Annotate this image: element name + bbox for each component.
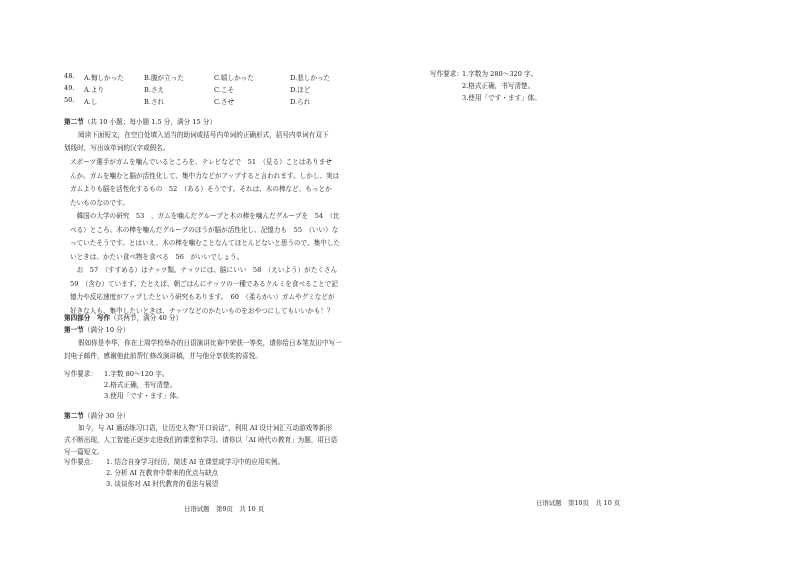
choice-b: B.され — [144, 98, 165, 106]
page-footer: 日语试题 第9页 共 10 页 — [184, 505, 265, 513]
right-req-item: 1.字数为 280～320 字。 — [462, 70, 538, 78]
part-title: 第四部分 写作 — [64, 314, 111, 322]
choice-number: 49. — [64, 84, 75, 92]
choice-a: A.し — [84, 98, 98, 106]
passage — [70, 156, 370, 318]
s2-text-line1: 如今，与 AI 通话练习口语，让历史人物“开口说话”，利用 AI 设计词汇互动游戏等新形 — [78, 424, 333, 432]
section2-instruction-line1: 阅读下面短文，在空白处填入适当的助词或括号内单词的正确形式，括号内单词有双下 — [78, 131, 329, 139]
s2-req-item: 2. 分析 AI 在教育中带来的优点与缺点 — [106, 469, 219, 477]
passage-line: スポーツ選手がガムを噛んでいるところを、テレビなどで 51 （見る）ことはありませ — [70, 158, 332, 166]
passage-line: ガムよりも脳を活性化するもの 52 （ある）そうです。それは、木の棒など、もっとか — [70, 185, 332, 193]
passage-line: いときは、かたい食べ物を食べる 56 がいいでしょう。 — [70, 252, 244, 261]
section-meta: （共 10 小题；每小题 1.5 分，满分 15 分） — [83, 118, 216, 126]
choice-b: B.腹が立った — [144, 74, 184, 82]
right-req-item: 2.格式正确，书写清楚。 — [462, 82, 535, 90]
page-footer: 日语试题 第10页 共 10 页 — [536, 499, 621, 507]
right-req-item: 3.使用「です・ます」体。 — [462, 94, 541, 102]
section2-heading — [64, 116, 216, 126]
s2-req-item: 3. 谈谈你对 AI 时代教育的看法与展望 — [106, 480, 219, 488]
passage-line: んか。ガムを噛むと脳が活性化して、集中力などがアップすると言われます。しかし、実は — [70, 171, 340, 180]
passage-line: っていたそうです。とはいえ、木の棒を噛むことなんてほとんどないと思うので、集中した — [70, 239, 341, 247]
section-title: 第二节 — [64, 412, 84, 420]
choice-number: 48. — [64, 72, 75, 80]
choice-a: A.より — [84, 86, 105, 94]
part-meta: （共两节，满分 40 分） — [110, 314, 183, 322]
s2-text-line3: 写一篇短文。 — [64, 448, 104, 456]
s1-req-label: 写作要求： — [64, 370, 97, 378]
s1-req-item: 2.格式正确，书写清楚。 — [104, 381, 177, 389]
passage-line: 59 （含む）ています。たとえば、朝ごはんにナッツの一種であるクルミを食べることで記 — [70, 279, 338, 288]
passage-line: べる）ところ、木の棒を噛んだグループのほうが脳が活性化し、記憶力も 55 （いい）な — [70, 225, 339, 234]
choice-number: 50. — [64, 96, 75, 104]
section-title: 第二节 — [64, 118, 84, 126]
passage-line: 韓国の大学の研究 53 、ガムを噛んだグループと木の棒を噛んだグループを 54 （比 — [70, 212, 340, 220]
passage-line: お 57 （すすめる）はナッツ類。ナッツには、脳にいい 58 （えいよう）がたくさん — [70, 266, 338, 274]
right-page — [410, 0, 800, 566]
s1-req-item: 1.字数 80～120 字。 — [104, 370, 169, 378]
choice-d: D.悲しかった — [290, 74, 331, 82]
choice-c: C.させ — [214, 98, 235, 106]
section-title: 第一节 — [64, 326, 84, 334]
s1-text-line2: 封电子邮件，感谢他此前帮忙修改演讲稿，并与他分享获奖的喜悦。 — [64, 352, 262, 360]
choice-c: C.嬉しかった — [214, 74, 254, 82]
s2-req-item: 1. 结合自身学习经历，简述 AI 在课堂或学习中的应用实例。 — [106, 458, 285, 466]
section-meta: （满分 30 分） — [83, 412, 130, 420]
passage-line: 好きな人も、集中したいときは、ナッツなどのかたいものをおやつにしてもいいかも！？ — [70, 306, 334, 315]
passage-line: 憶力や反応速度がアップしたという研究もあります。 60 （柔らかい）ガムやグミなどが — [70, 293, 335, 301]
part4-heading — [64, 312, 182, 322]
choice-c: C.こそ — [214, 86, 235, 94]
section2-instruction-line2: 划线时，写出该单词的汉字或假名。 — [64, 144, 170, 152]
s2-req-label: 写作要点： — [64, 458, 97, 466]
choice-d: D.ほど — [290, 86, 311, 94]
passage-line: たいものなのです。 — [70, 198, 129, 207]
s1-req-item: 3.使用「です・ます」体。 — [104, 392, 183, 400]
s2-text-line2: 式不断出现，人工智能正逐步走进我们的课堂和学习。请你以「AI 時代の教育」为题，用日语 — [64, 436, 338, 444]
s2-heading — [64, 410, 129, 420]
choice-b: B.さえ — [144, 86, 165, 94]
section-meta: （满分 10 分） — [83, 326, 130, 334]
choice-a: A.悔しかった — [84, 74, 124, 82]
s1-text-line1: 假如你是李华，你在上周学校举办的日语演讲比赛中荣获一等奖，请你给日本笔友田中写一 — [78, 339, 342, 347]
s1-heading — [64, 324, 129, 334]
right-req-label: 写作要求： — [430, 70, 463, 78]
choice-d: D.られ — [290, 98, 311, 106]
